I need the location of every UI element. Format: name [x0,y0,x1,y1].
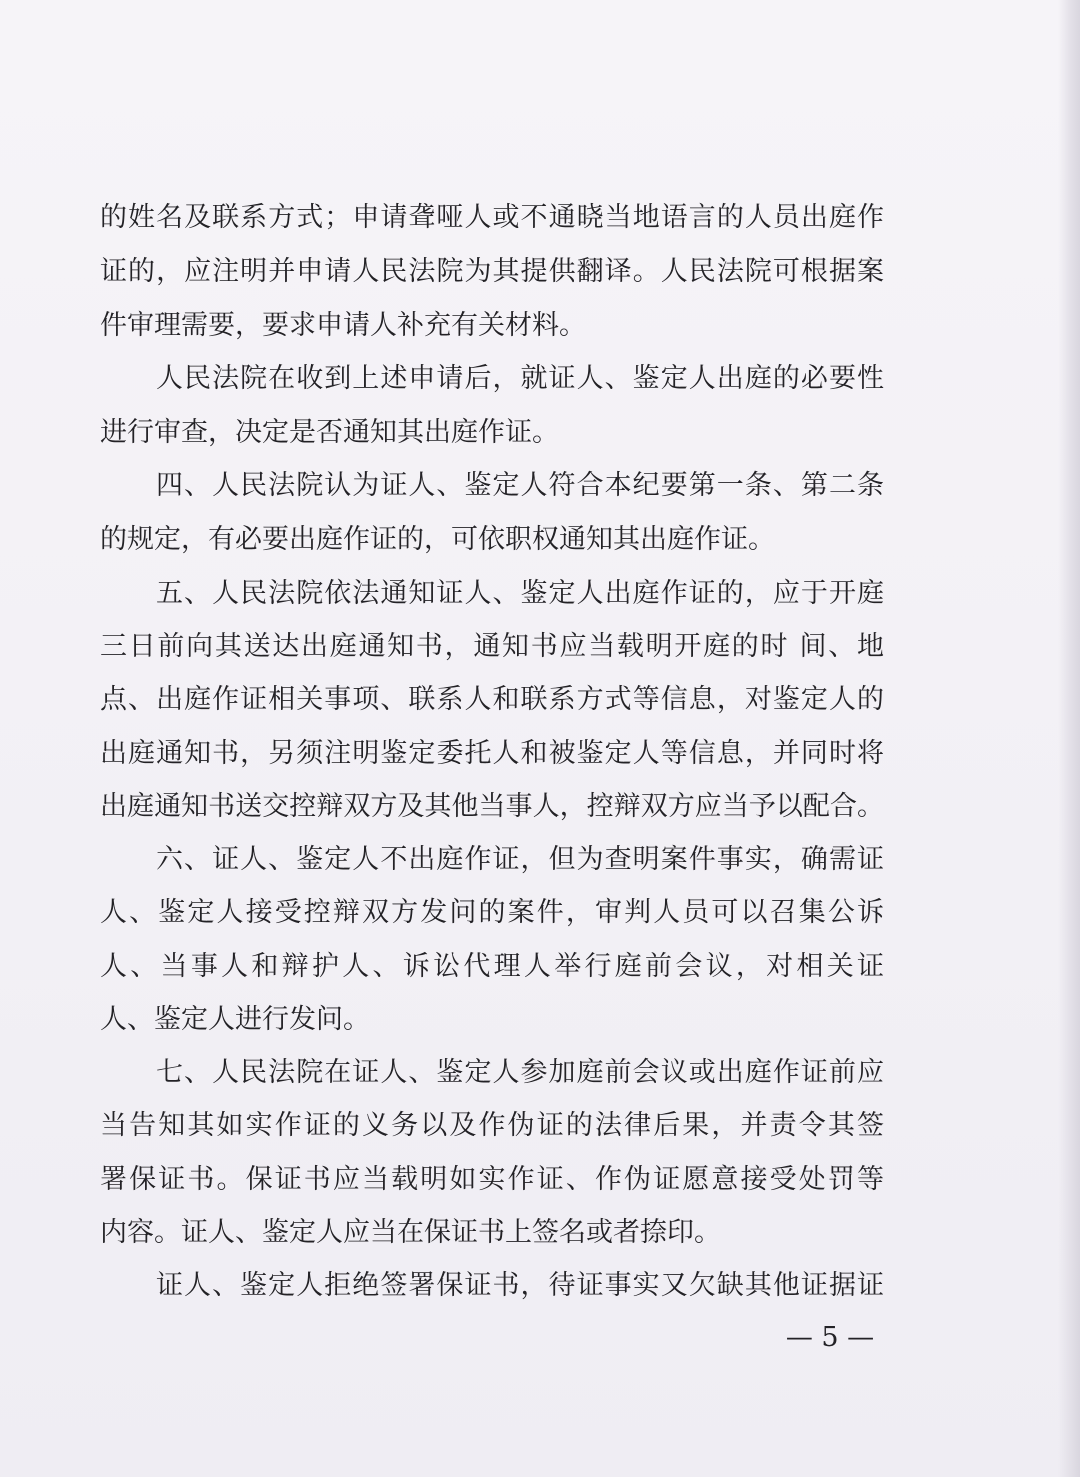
text-line: 当告知其如实作证的义务以及作伪证的法律后果，并责令其签 [100,1110,884,1141]
text-line: 四、人民法院认为证人、鉴定人符合本纪要第一条、第二条 [156,470,884,501]
text-line: 证的，应注明并申请人民法院为其提供翻译。人民法院可根据案 [100,256,884,287]
text-line: 证人、鉴定人拒绝签署保证书，待证事实又欠缺其他证据证 [156,1270,884,1301]
text-line: 人、鉴定人进行发问。 [100,1004,370,1035]
text-line: 人、鉴定人接受控辩双方发问的案件，审判人员可以召集公诉 [100,897,884,928]
text-line: 点、出庭作证相关事项、联系人和联系方式等信息，对鉴定人的 [100,684,884,715]
text-line: 进行审查，决定是否通知其出庭作证。 [100,417,559,448]
text-line: 出庭通知书送交控辩双方及其他当事人，控辩双方应当予以配合。 [100,791,884,822]
text-line: 人民法院在收到上述申请后，就证人、鉴定人出庭的必要性 [156,363,884,394]
text-line: 五、人民法院依法通知证人、鉴定人出庭作证的，应于开庭 [156,578,884,609]
text-line: 内容。证人、鉴定人应当在保证书上签名或者捺印。 [100,1217,721,1248]
text-line: 三日前向其送达出庭通知书，通知书应当载明开庭的时 间、地 [100,631,884,662]
text-line: 的姓名及联系方式；申请聋哑人或不通晓当地语言的人员出庭作 [100,202,884,233]
text-line: 六、证人、鉴定人不出庭作证，但为查明案件事实，确需证 [156,844,884,875]
text-line: 人、当事人和辩护人、诉讼代理人举行庭前会议，对相关证 [100,951,884,982]
text-line: 件审理需要，要求申请人补充有关材料。 [100,310,586,341]
text-line: 出庭通知书，另须注明鉴定委托人和被鉴定人等信息，并同时将 [100,738,884,769]
text-line: 的规定，有必要出庭作证的，可依职权通知其出庭作证。 [100,524,775,555]
text-line: 七、人民法院在证人、鉴定人参加庭前会议或出庭作证前应 [156,1057,884,1088]
page-number: — 5 — [785,1322,875,1353]
text-line: 署保证书。保证书应当载明如实作证、作伪证愿意接受处罚等 [100,1164,884,1195]
